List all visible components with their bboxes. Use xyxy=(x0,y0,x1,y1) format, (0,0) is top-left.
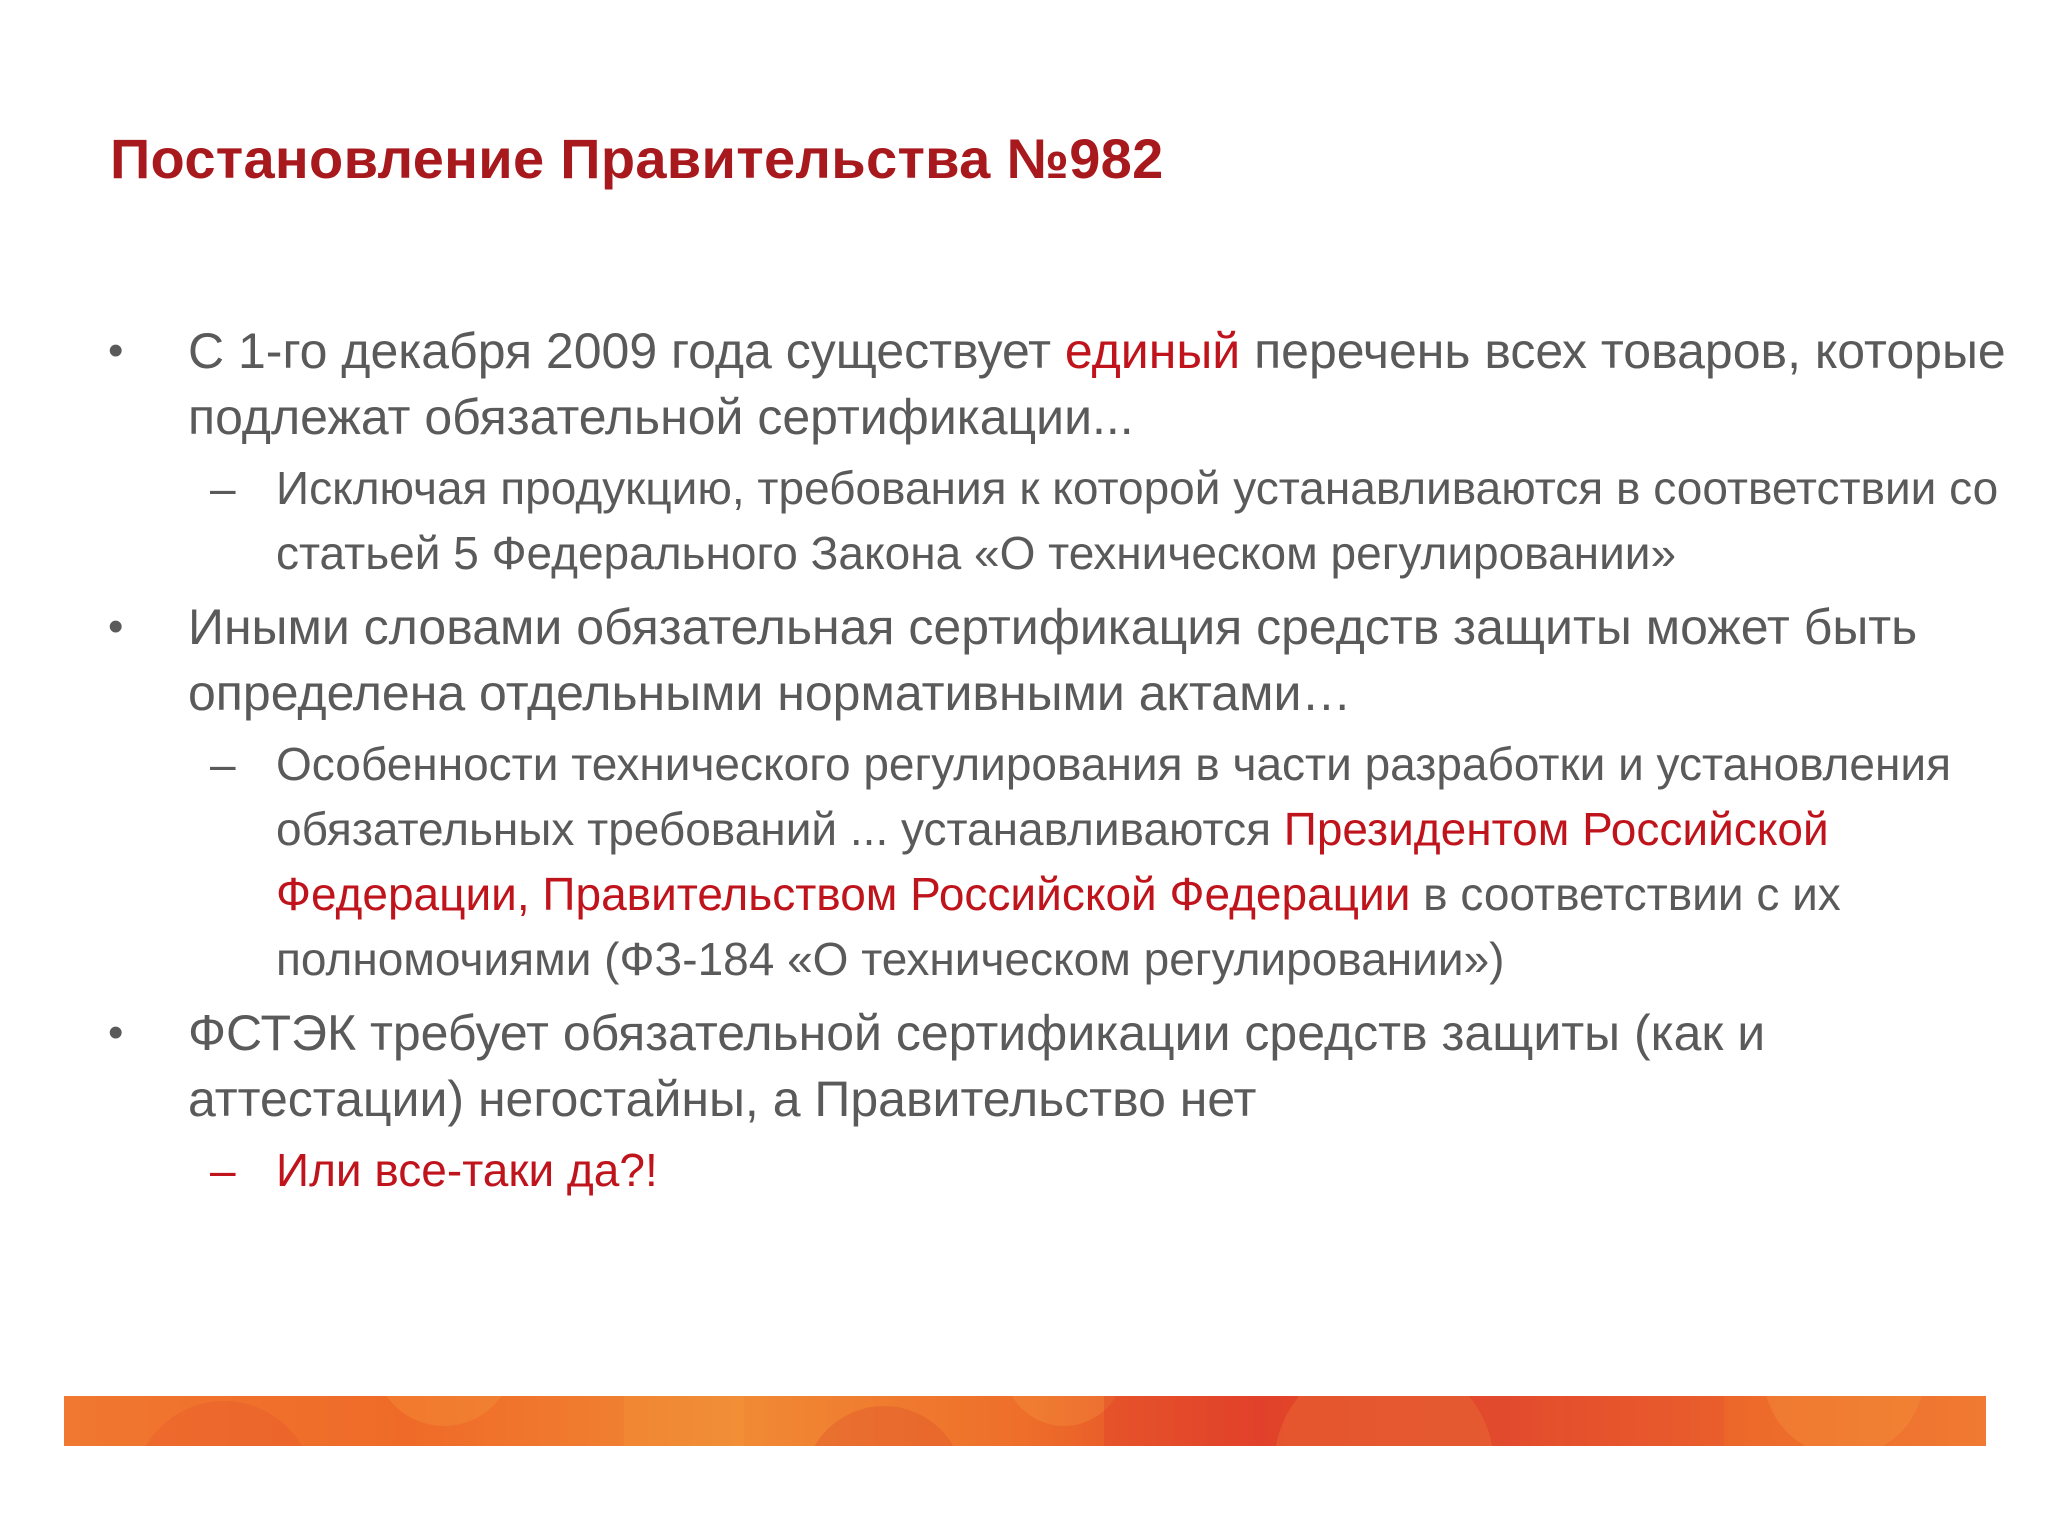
bullet-2 xyxy=(108,594,2008,726)
bullet-1-text-pre: С 1-го декабря 2009 года существует xyxy=(188,323,1065,379)
sub-dash: – xyxy=(210,462,236,514)
footer-decoration-graphic xyxy=(64,1396,1986,1446)
bullet-1-highlight: единый xyxy=(1064,323,1241,379)
bullet-1-text-post: перечень всех товаров, которые подлежат обязательной сертификации... xyxy=(188,323,2006,445)
bullet-dot: • xyxy=(108,1008,124,1057)
bullet-3-text: ФСТЭК требует обязательной сертификации средств защиты (как и аттестации) негостайны, а Правительство нет xyxy=(188,1005,1766,1127)
bullet-1 xyxy=(108,318,2008,450)
bullet-3 xyxy=(108,1000,2008,1132)
bullet-dot: • xyxy=(108,602,124,651)
bullet-2-text: Иными словами обязательная сертификация средств защиты может быть определена отдельными нормативными актами… xyxy=(188,599,1918,721)
slide-title: Постановление Правительства №982 xyxy=(110,127,1164,190)
bullet-2-sub-1 xyxy=(108,732,2008,992)
bullet-3-sub-1 xyxy=(108,1138,2008,1203)
sub-dash: – xyxy=(210,1144,236,1196)
bullet-2-sub-1-text-post: в соответствии с их полномочиями (ФЗ-184 «О техническом регулировании») xyxy=(276,868,1841,985)
bullet-2-sub-1-text-pre: Особенности технического регулирования в части разработки и установления обязательных требований ... устанавливаются xyxy=(276,738,1951,855)
bullet-3-sub-1-text: Или все-таки да?! xyxy=(276,1144,658,1196)
bullet-2-sub-1-highlight: Президентом Российской Федерации, Правительством Российской Федерации xyxy=(276,803,1829,920)
footer-decoration-band xyxy=(64,1396,1986,1446)
sub-dash: – xyxy=(210,738,236,790)
bullet-1-sub-1-text: Исключая продукцию, требования к которой устанавливаются в соответствии со статьей 5 Федерального Закона «О техническом регулировании» xyxy=(276,462,1999,579)
slide-body xyxy=(108,318,2008,1211)
bullet-dot: • xyxy=(108,326,124,375)
bullet-1-sub-1 xyxy=(108,456,2008,586)
